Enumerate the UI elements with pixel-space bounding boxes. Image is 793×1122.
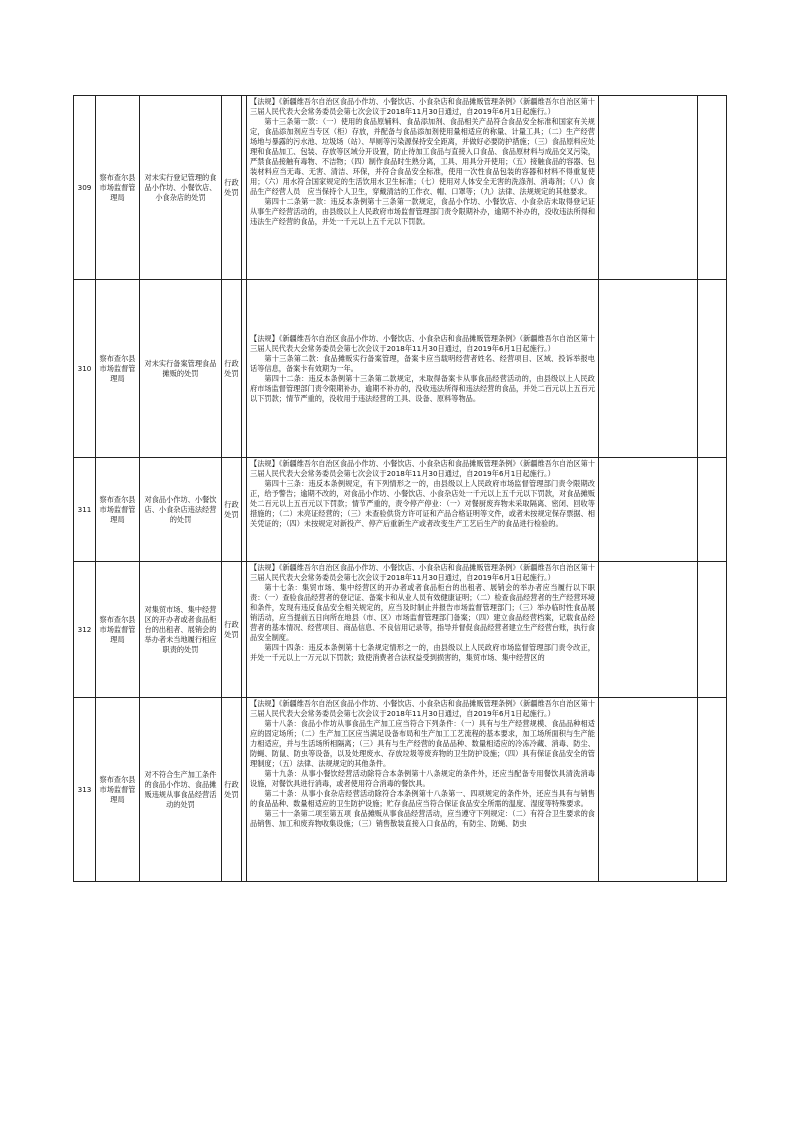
legal-basis — [247, 333, 598, 405]
basis-paragraph: 【法规】《新疆维吾尔自治区食品小作坊、小餐饮店、小食杂店和食品摊贩管理条例》（新疆维吾尔自治区第十三届人民代表大会常务委员会第七次会议于2018年11月30日通过，自2019年6月1日起施行。） — [250, 459, 595, 478]
department: 察布查尔县市场监督管理局 — [99, 353, 136, 383]
department: 察布查尔县市场监督管理局 — [99, 494, 136, 524]
blank-cell — [698, 698, 727, 882]
row-number: 310 — [74, 280, 96, 458]
basis-paragraph: 第十九条：从事小餐饮经营活动除符合本条例第十八条规定的条件外，还应当配备专用餐饮具清洗消毒设施，对餐饮具进行消毒，或者使用符合消毒的餐饮具。 — [250, 769, 595, 788]
basis-paragraph: 第三十一条第二项至第五项 食品摊贩从事食品经营活动，应当遵守下列规定：（二）有符合卫生要求的食品销售、加工和废弃物收集设施；（三）销售散装直接入口食品的，有防尘、防蝇、防虫 — [250, 809, 595, 828]
basis-paragraph: 第十七条：集贸市场、集中经营区的开办者或者食品柜台的出租者、展销会的举办者应当履行以下职责：（一）查验食品经营者的登记证、备案卡和从业人员有效健康证明；（二）检查食品经营者的生产经营环境和条件，发现有违反食品安全相关规定的，应当及时制止并报告市场监督管理部门；（三）举办临时性食品展销活动，应当提前五日向所在地县（市、区）市场监督管理部门备案；（四）建立食品经营档案，记载食品经营者的基本情况、经营项目、商品信息、不良信用记录等，指导并督促食品经营者建立生产经营台账，执行食品安全制度。 — [250, 583, 596, 642]
penalty-item: 对集贸市场、集中经营区的开办者或者食品柜台的出租者、展销会的举办者未当地履行相应职责的处罚 — [140, 562, 222, 698]
row-number: 309 — [74, 96, 96, 280]
basis-paragraph: 第四十四条：违反本条例第十七条规定情形之一的，由县级以上人民政府市场监督管理部门责令改正，并处一千元以上一万元以下罚款；致使消费者合法权益受到损害的，集贸市场、集中经营区的 — [250, 643, 595, 662]
basis-paragraph: 【法规】《新疆维吾尔自治区食品小作坊、小餐饮店、小食杂店和食品摊贩管理条例》（新疆维吾尔自治区第十三届人民代表大会常务委员会第七次会议于2018年11月30日通过，自2019年6月1日起施行。） — [250, 699, 595, 718]
department: 察布查尔县市场监督管理局 — [99, 774, 136, 804]
blank-cell — [698, 280, 727, 458]
basis-paragraph: 第四十三条：违反本条例规定，有下列情形之一的，由县级以上人民政府市场监督管理部门责令限期改正，给予警告；逾期不改的，对食品小作坊、小餐饮店、小食杂店处一千元以上五千元以下罚款，对食品摊贩处二百元以上五百元以下罚款；情节严重的，责令停产停业：（一）对餐厨废弃物未采取隔离、密闭、回收等措施的；（二）未亮证经营的；（三）未查验供货方许可证和产品合格证明等文件，或者未按规定保存票据、相关凭证的；（四）未按规定对新投产、停产后重新生产或者改变生产工艺后生产的食品进行检验的。 — [250, 479, 596, 528]
department: 察布查尔县市场监督管理局 — [99, 614, 136, 644]
legal-basis — [247, 458, 598, 561]
regulation-table — [73, 95, 727, 882]
table-row — [74, 698, 727, 882]
department: 察布查尔县市场监督管理局 — [99, 172, 136, 202]
legal-basis — [247, 96, 598, 279]
blank-cell — [599, 96, 698, 280]
legal-basis-cell — [247, 562, 599, 698]
penalty-item: 对食品小作坊、小餐饮店、小食杂店违法经营的处罚 — [140, 458, 222, 562]
basis-paragraph: 第十三条第一款：（一）使用的食品原辅料、食品添加剂、食品相关产品符合食品安全标准和国家有关规定，食品添加剂应当专区（柜）存放，并配备与食品添加剂使用量相适应的称量、计量工具；（二）生产经营场地与暴露的污水池、垃圾场（站）、旱厕等污染源保持安全距离，并做好必要防护措施；（三）食品原料应处理和食品加工、包装、存放等区域分开设置，防止待加工食品与直接入口食品、食品原材料与成品交叉污染，严禁食品接触有毒物、不洁物；（四）制作食品时生熟分离，工具、用具分开使用；（五）接触食品的容器、包装材料应当无毒、无害、清洁、环保，并符合食品安全标准，使用一次性食品包装的容器和材料不得重复使用；（六）用水符合国家规定的生活饮用水卫生标准；（七）使用对人体安全无害的洗涤剂、消毒剂；（八）食品生产经营人员 应当保持个人卫生，穿戴清洁的工作衣、帽、口罩等；（九）法律、法规规定的其他要求。 — [250, 117, 596, 196]
table-row — [74, 562, 727, 698]
penalty-type: 行政处罚 — [222, 562, 242, 698]
penalty-item: 对不符合生产加工条件的食品小作坊、食品摊贩违规从事食品经营活动的处罚 — [140, 698, 222, 882]
basis-paragraph: 第十八条：食品小作坊从事食品生产加工应当符合下列条件：（一）具有与生产经营规模、食品品种相适应的固定场所；（二）生产加工区应当满足设备布局和生产加工工艺流程的基本要求，加工场所面积与生产能力相适应，并与生活场所相隔离；（三）具有与生产经营的食品品种、数量相适应的冷冻冷藏、消毒、防尘、防蝇、防鼠、防虫等设备，以及处理废水、存放垃圾等废弃物的卫生防护设施；（四）具有保证食品安全的管理制度；（五）法律、法规规定的其他条件。 — [250, 719, 595, 768]
table-body — [74, 96, 727, 882]
basis-paragraph: 【法规】《新疆维吾尔自治区食品小作坊、小餐饮店、小食杂店和食品摊贩管理条例》（新疆维吾尔自治区第十三届人民代表大会常务委员会第七次会议于2018年11月30日通过，自2019年6月1日起施行。） — [250, 97, 595, 116]
blank-cell — [599, 562, 698, 698]
table-row — [74, 458, 727, 562]
department-cell — [96, 562, 140, 698]
penalty-type: 行政处罚 — [222, 280, 242, 458]
basis-paragraph: 【法规】《新疆维吾尔自治区食品小作坊、小餐饮店、小食杂店和食品摊贩管理条例》（新疆维吾尔自治区第十三届人民代表大会常务委员会第七次会议于2018年11月30日通过，自2019年6月1日起施行。） — [250, 333, 595, 353]
department-cell — [96, 280, 140, 458]
row-number: 313 — [74, 698, 96, 882]
basis-paragraph: 第十三条第二款：食品摊贩实行备案管理，备案卡应当载明经营者姓名、经营项目、区域、投诉举报电话等信息，备案卡有效期为一年。 — [250, 353, 595, 373]
department-cell — [96, 96, 140, 280]
penalty-type: 行政处罚 — [222, 458, 242, 562]
department-cell — [96, 698, 140, 882]
legal-basis-cell — [247, 96, 599, 280]
blank-cell — [599, 458, 698, 562]
legal-basis — [247, 698, 598, 881]
row-number: 312 — [74, 562, 96, 698]
blank-cell — [599, 698, 698, 882]
basis-paragraph: 第四十二条第一款：违反本条例第十三条第一款规定，食品小作坊、小餐饮店、小食杂店未取得登记证从事生产经营活动的，由县级以上人民政府市场监督管理部门责令限期补办，逾期不补办的，没收违法所得和违法生产经营的食品，并处一千元以上五千元以下罚款。 — [250, 197, 596, 226]
basis-paragraph: 第四十二条：违反本条例第十三条第二款规定，未取得备案卡从事食品经营活动的，由县级以上人民政府市场监督管理部门责令限期补办，逾期不补办的，没收违法所得和违法经营的食品，并处二百元以上五百元以下罚款；情节严重的，没收用于违法经营的工具、设备、原料等物品。 — [250, 373, 596, 403]
table-row — [74, 96, 727, 280]
row-number: 311 — [74, 458, 96, 562]
legal-basis-cell — [247, 698, 599, 882]
table-row — [74, 280, 727, 458]
penalty-type: 行政处罚 — [222, 698, 242, 882]
penalty-item: 对未实行备案管理食品摊贩的处罚 — [140, 280, 222, 458]
blank-cell — [698, 562, 727, 698]
basis-paragraph: 【法规】《新疆维吾尔自治区食品小作坊、小餐饮店、小食杂店和食品摊贩管理条例》（新疆维吾尔自治区第十三届人民代表大会常务委员会第七次会议于2018年11月30日通过，自2019年6月1日起施行。） — [250, 563, 595, 582]
legal-basis-cell — [247, 458, 599, 562]
legal-basis — [247, 562, 598, 697]
penalty-item: 对未实行登记管理的食品小作坊、小餐饮店、小食杂店的处罚 — [140, 96, 222, 280]
department-cell — [96, 458, 140, 562]
blank-cell — [698, 96, 727, 280]
penalty-type: 行政处罚 — [222, 96, 242, 280]
blank-cell — [599, 280, 698, 458]
legal-basis-cell — [247, 280, 599, 458]
basis-paragraph: 第二十条：从事小食杂店经营活动除符合本条例第十八条第一、四项规定的条件外，还应当具有与销售的食品品种、数量相适应的卫生防护设施；贮存食品应当符合保证食品安全所需的温度、湿度等特殊要求。 — [250, 789, 595, 808]
blank-cell — [698, 458, 727, 562]
